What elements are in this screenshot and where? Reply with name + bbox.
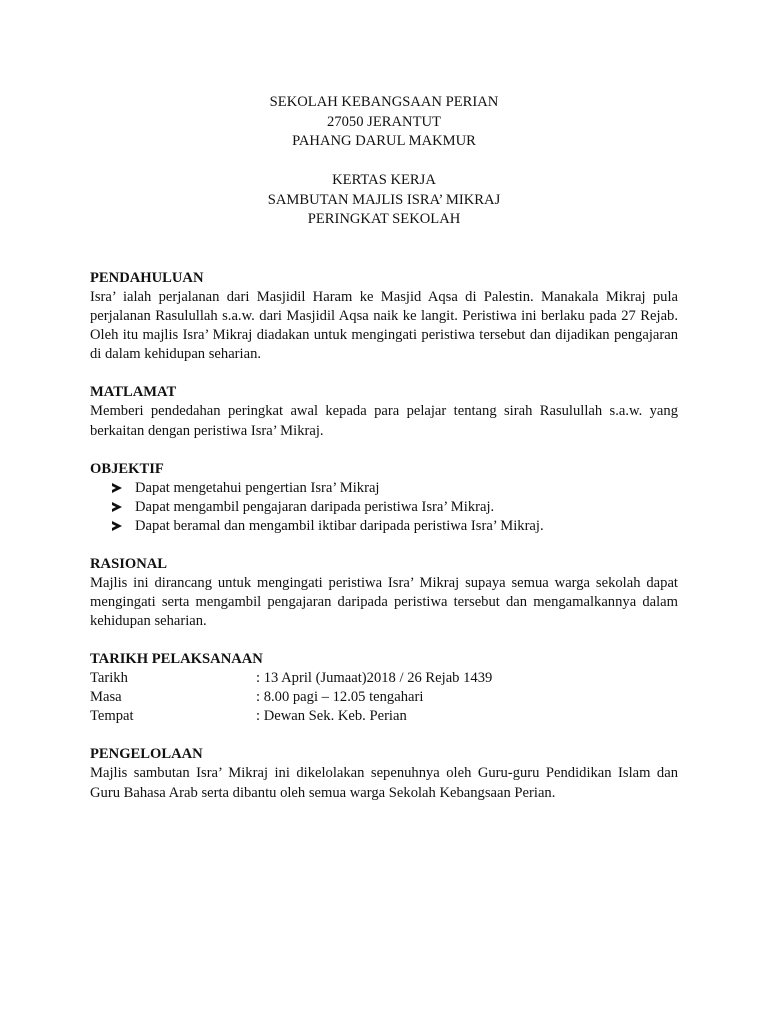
section-pendahuluan xyxy=(90,269,678,365)
objective-text: Dapat mengetahui pengertian Isra’ Mikraj xyxy=(135,479,380,496)
section-matlamat xyxy=(90,383,678,440)
section-paragraph: Memberi pendedahan peringkat awal kepada para pelajar tentang sirah Rasulullah s.a.w. yang berkaitan dengan peristiwa Isra’ Mikraj. xyxy=(90,403,678,439)
arrow-bullet-icon xyxy=(112,502,122,512)
schedule-row-time xyxy=(90,688,678,707)
objective-item xyxy=(90,517,678,536)
school-state: PAHANG DARUL MAKMUR xyxy=(292,133,476,149)
document-page xyxy=(90,93,678,803)
document-header xyxy=(90,93,678,230)
arrow-bullet-icon xyxy=(112,483,122,493)
school-postcode-city: 27050 JERANTUT xyxy=(327,113,441,130)
section-heading: MATLAMAT xyxy=(90,384,177,401)
section-heading: PENGELOLAAN xyxy=(90,746,203,763)
section-objektif xyxy=(90,460,678,536)
section-paragraph: Majlis ini dirancang untuk mengingati peristiwa Isra’ Mikraj supaya semua warga sekolah dapat mengingati serta mengambil pengajaran daripada peristiwa tersebut dan mengamalkannya dalam kehidupan seharian. xyxy=(90,574,678,630)
objective-list xyxy=(90,479,678,536)
section-tarikh-pelaksanaan xyxy=(90,650,678,726)
section-heading: PENDAHULUAN xyxy=(90,269,204,286)
section-heading: OBJEKTIF xyxy=(90,460,164,477)
schedule-value: : 13 April (Jumaat)2018 / 26 Rejab 1439 xyxy=(256,670,493,687)
schedule-value: : 8.00 pagi – 12.05 tengahari xyxy=(256,689,424,706)
school-name: SEKOLAH KEBANGSAAN PERIAN xyxy=(269,94,499,110)
schedule-label: Masa xyxy=(90,689,122,706)
document-title: SAMBUTAN MAJLIS ISRA’ MIKRAJ xyxy=(267,191,501,208)
arrow-bullet-icon xyxy=(112,521,122,531)
objective-text: Dapat mengambil pengajaran daripada peristiwa Isra’ Mikraj. xyxy=(135,498,495,515)
schedule-label: Tarikh xyxy=(90,670,128,687)
objective-item xyxy=(90,498,678,517)
section-paragraph: Isra’ ialah perjalanan dari Masjidil Haram ke Masjid Aqsa di Palestin. Manakala Mikraj pula perjalanan Rasulullah s.a.w. dari Masjidil Aqsa naik ke langit. Peristiwa ini berlaku pada 27 Rejab. Oleh itu majlis Isra’ Mikraj diadakan untuk mengingati peristiwa tersebut dan dijadikan pengajaran di dalam kehidupan seharian. xyxy=(90,288,678,363)
objective-text: Dapat beramal dan mengambil iktibar daripada peristiwa Isra’ Mikraj. xyxy=(135,517,544,534)
schedule-label: Tempat xyxy=(90,708,134,725)
section-heading: TARIKH PELAKSANAAN xyxy=(90,651,263,668)
document-type: KERTAS KERJA xyxy=(332,172,436,188)
header-spacer xyxy=(90,152,678,172)
section-pengelolaan xyxy=(90,745,678,802)
objective-item xyxy=(90,479,678,498)
schedule-value: : Dewan Sek. Keb. Perian xyxy=(256,708,407,725)
schedule-row-venue xyxy=(90,707,678,726)
section-heading: RASIONAL xyxy=(90,555,168,572)
document-level: PERINGKAT SEKOLAH xyxy=(307,211,461,227)
schedule-row-date xyxy=(90,669,678,688)
section-paragraph: Majlis sambutan Isra’ Mikraj ini dikelolakan sepenuhnya oleh Guru-guru Pendidikan Islam dan Guru Bahasa Arab serta dibantu oleh semua warga Sekolah Kebangsaan Perian. xyxy=(90,765,678,801)
section-rasional xyxy=(90,555,678,632)
